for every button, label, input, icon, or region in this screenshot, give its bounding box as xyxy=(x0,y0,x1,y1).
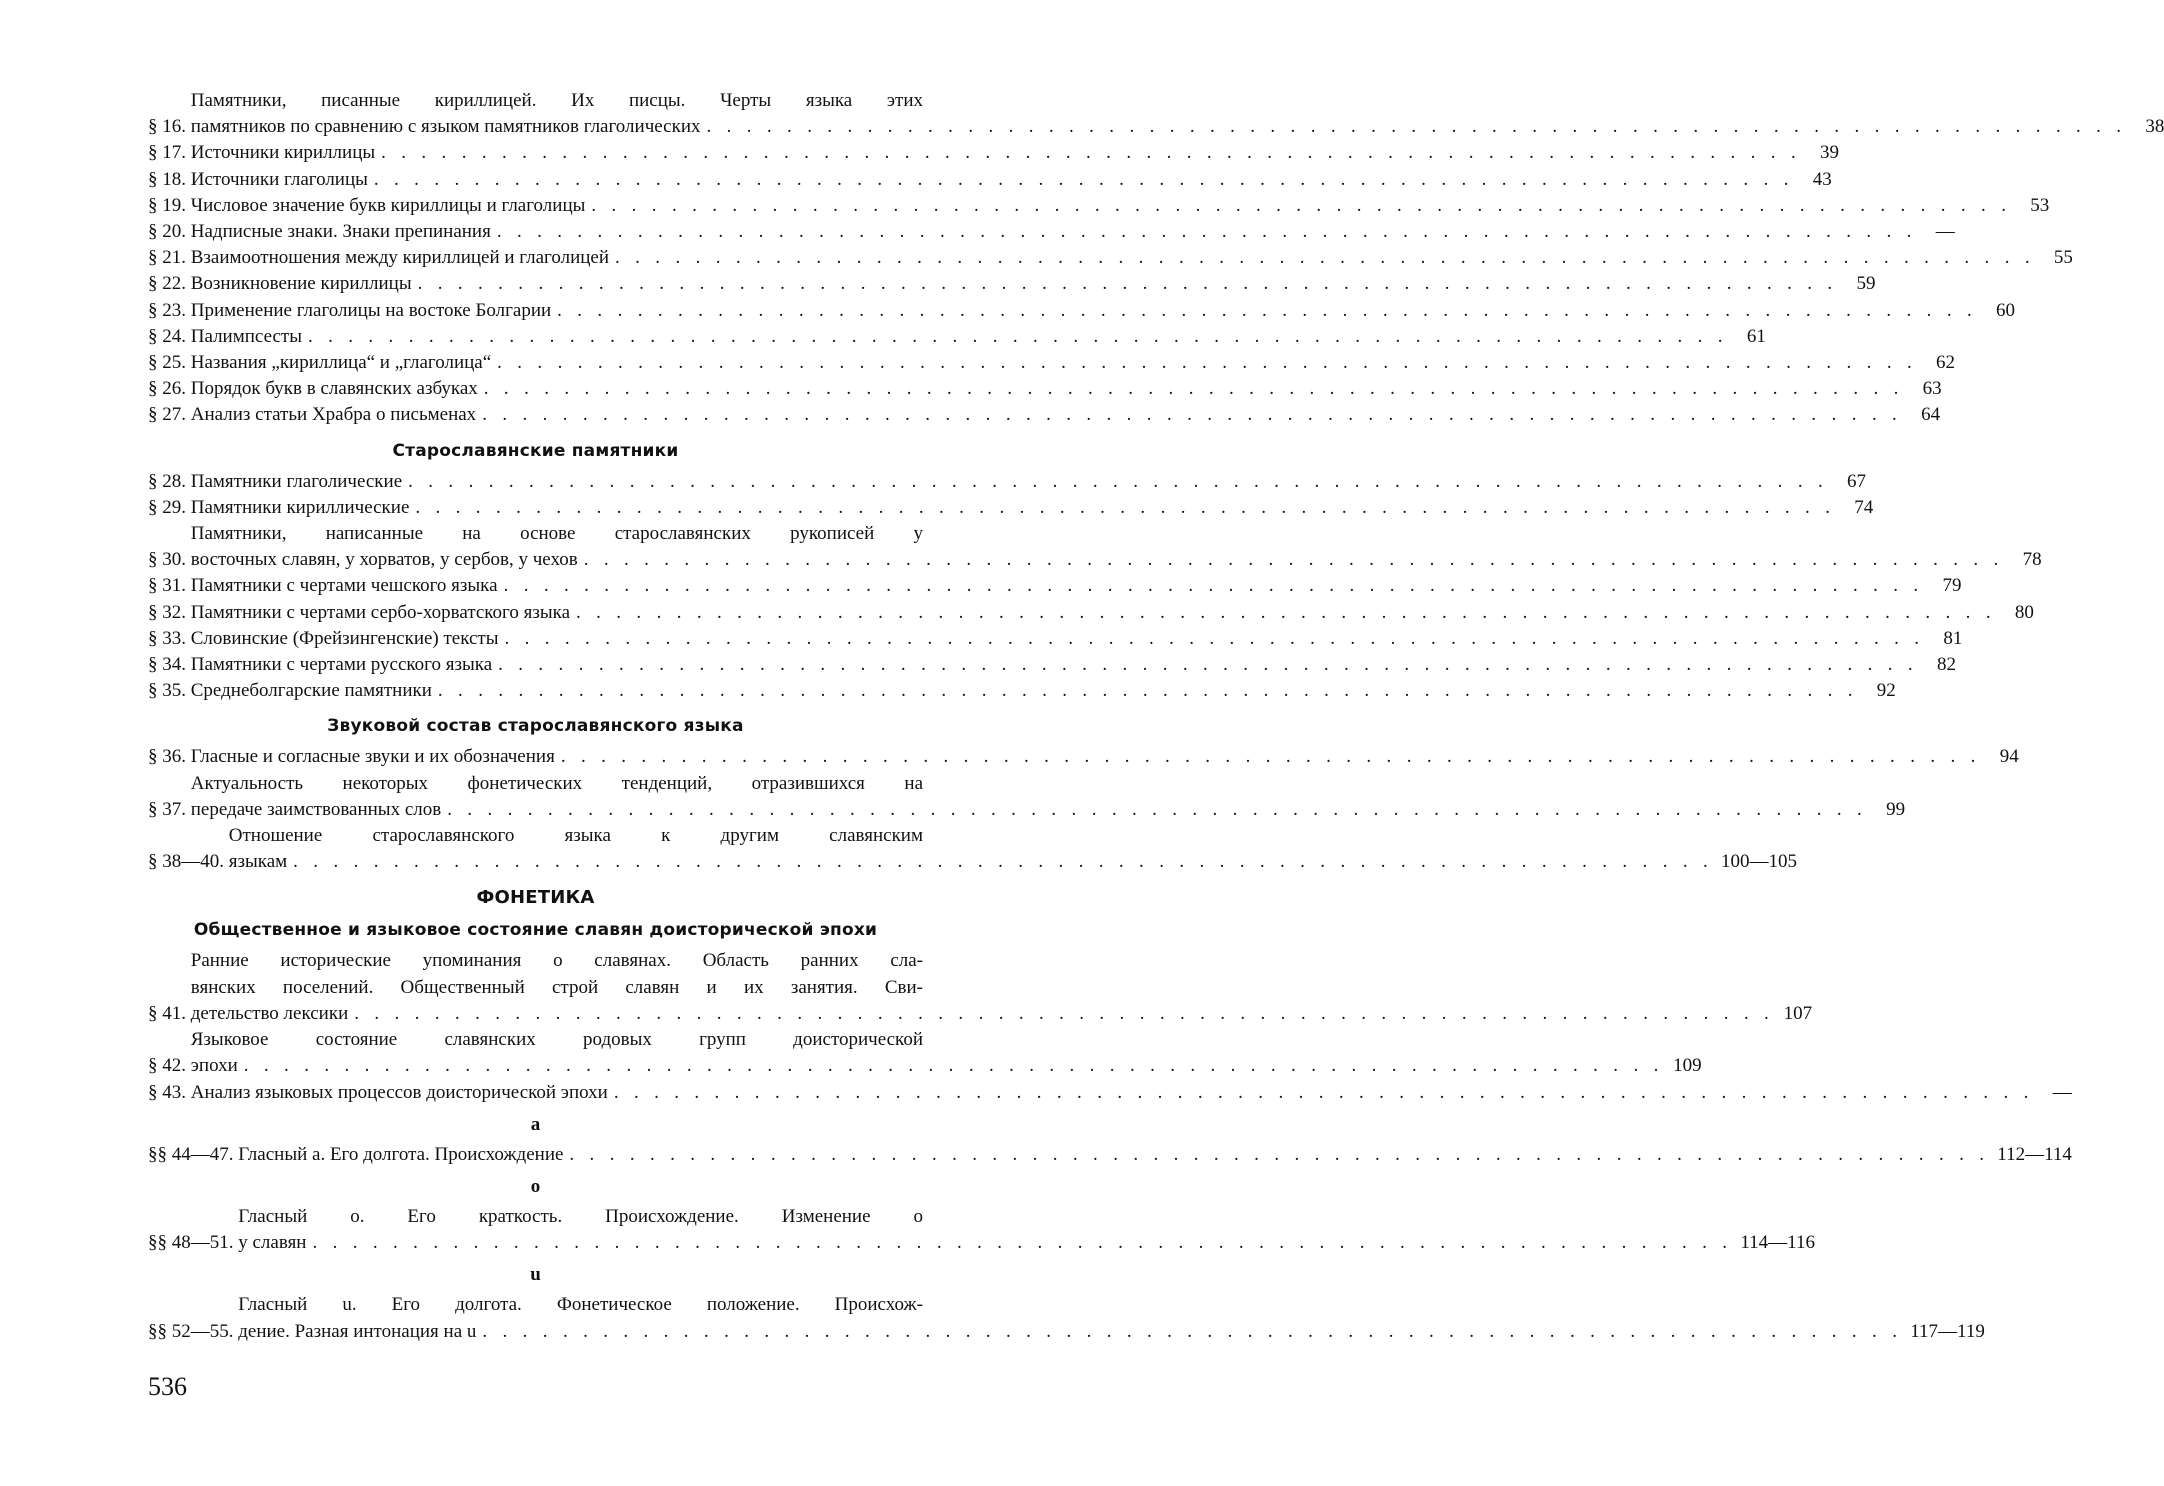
toc-entry xyxy=(148,771,1906,823)
entry-title: Словинские (Фрейзингенские) тексты xyxy=(190,627,499,649)
toc-entry xyxy=(148,823,1798,875)
section-number: § 25. xyxy=(148,352,191,374)
entry-title: у славян xyxy=(238,1232,307,1254)
section-number: § 34. xyxy=(148,654,191,676)
section-number: § 31. xyxy=(148,575,191,597)
leader-dots: . . . . . . . . . . . . . . . . . . . . . . . . . . . . . . . . . . . . . . . . . . . . . . . . . . . . . . . . . . . . . . . . . . . . . . . xyxy=(497,352,1918,374)
entry-title: детельство лексики xyxy=(190,1002,349,1024)
entry-title: Памятники с чертами чешского языка xyxy=(190,575,498,597)
entry-title: Памятники глаголические xyxy=(190,470,403,492)
entry-body xyxy=(238,1292,1985,1344)
entry-line xyxy=(238,1319,1985,1345)
page-ref: 53 xyxy=(2030,194,2050,216)
page-ref: 67 xyxy=(1847,470,1867,492)
leader-dots: . . . . . . . . . . . . . . . . . . . . . . . . . . . . . . . . . . . . . . . . . . . . . . . . . . . . . . . . . . . . . . . . . . . . . . . xyxy=(569,1143,1990,1165)
section-number: § 27. xyxy=(148,404,191,426)
entry-line xyxy=(190,547,2042,573)
toc-entry xyxy=(148,88,2164,140)
page-ref: 38 xyxy=(2145,116,2164,138)
section-number: § 20. xyxy=(148,221,191,243)
toc-entry xyxy=(148,1027,1702,1079)
entry-body xyxy=(190,744,2019,770)
section-number: § 37. xyxy=(148,798,191,820)
toc-entry xyxy=(148,626,1963,652)
section-number: § 32. xyxy=(148,601,191,623)
page-ref: 81 xyxy=(1943,627,1963,649)
entry-line xyxy=(190,652,1956,678)
entry-title: Названия „кириллица“ и „глаголица“ xyxy=(190,352,492,374)
toc-entry xyxy=(148,376,1942,402)
section-number: § 29. xyxy=(148,496,191,518)
entry-line xyxy=(190,1080,2072,1106)
entry-line xyxy=(190,1001,1813,1027)
entry-title: Взаимоотношения между кириллицей и глаголицей xyxy=(190,247,610,269)
toc-entry xyxy=(148,271,1876,297)
toc-entry xyxy=(148,324,1766,350)
entry-title: Гласный а. Его долгота. Происхождение xyxy=(238,1143,564,1165)
entry-title: Гласный u. Его долгота. Фонетическое положение. Происхож- xyxy=(238,1294,923,1316)
entry-line xyxy=(190,114,2164,140)
toc-entry xyxy=(148,1204,1815,1256)
entry-body xyxy=(190,469,1867,495)
entry-body xyxy=(190,1080,2072,1106)
entry-title: восточных славян, у хорватов, у сербов, у чехов xyxy=(190,549,578,571)
entry-body xyxy=(190,626,1963,652)
leader-dots: . . . . . . . . . . . . . . . . . . . . . . . . . . . . . . . . . . . . . . . . . . . . . . . . . . . . . . . . . . . . . . . . . . . . . . . xyxy=(381,142,1802,164)
leader-dots: . . . . . . . . . . . . . . . . . . . . . . . . . . . . . . . . . . . . . . . . . . . . . . . . . . . . . . . . . . . . . . . . . . . . . . . xyxy=(437,680,1858,702)
toc-entry xyxy=(148,495,1874,521)
part-title: ФОНЕТИКА xyxy=(476,887,595,909)
leader-dots: . . . . . . . . . . . . . . . . . . . . . . . . . . . . . . . . . . . . . . . . . . . . . . . . . . . . . . . . . . . . . . . . . . . . . . . xyxy=(483,378,1904,400)
section-heading: Звуковой состав старославянского языка xyxy=(327,716,744,737)
section-number: § 41. xyxy=(148,1002,191,1024)
entry-line xyxy=(191,948,923,974)
entry-body xyxy=(190,495,1874,521)
toc-entry xyxy=(148,948,1813,1027)
entry-title: Языковое состояние славянских родовых групп доисторической xyxy=(190,1029,923,1051)
entry-line xyxy=(190,219,1955,245)
entry-title: Палимпсесты xyxy=(190,325,302,347)
page-ref: 117—119 xyxy=(1910,1320,1985,1342)
toc-entry xyxy=(148,1080,2072,1106)
leader-dots: . . . . . . . . . . . . . . . . . . . . . . . . . . . . . . . . . . . . . . . . . . . . . . . . . . . . . . . . . . . . . . . . . . . . . . . xyxy=(557,299,1978,321)
leader-dots: . . . . . . . . . . . . . . . . . . . . . . . . . . . . . . . . . . . . . . . . . . . . . . . . . . . . . . . . . . . . . . . . . . . . . . . xyxy=(576,601,1996,623)
leader-dots: . . . . . . . . . . . . . . . . . . . . . . . . . . . . . . . . . . . . . . . . . . . . . . . . . . . . . . . . . . . . . . . . . . . . . . . xyxy=(591,194,2012,216)
entry-title: Среднеболгарские памятники xyxy=(190,680,432,702)
leader-dots: . . . . . . . . . . . . . . . . . . . . . . . . . . . . . . . . . . . . . . . . . . . . . . . . . . . . . . . . . . . . . . . . . . . . . . . xyxy=(415,496,1836,518)
entry-body xyxy=(190,402,1941,428)
leader-dots: . . . . . . . . . . . . . . . . . . . . . . . . . . . . . . . . . . . . . . . . . . . . . . . . . . . . . . . . . . . . . . . . . . . . . . . xyxy=(498,654,1918,676)
entry-body xyxy=(190,324,1766,350)
section-number: § 26. xyxy=(148,378,191,400)
section-number: § 19. xyxy=(148,194,191,216)
entry-title: Памятники, написанные на основе старославянских рукописей у xyxy=(190,523,923,545)
entry-line xyxy=(229,823,923,849)
section-number: § 24. xyxy=(148,325,191,347)
page-ref: 99 xyxy=(1886,798,1906,820)
entry-line xyxy=(190,1053,1702,1079)
page-number: 536 xyxy=(148,1372,187,1401)
entry-title: Гласный о. Его краткость. Происхождение. Изменение о xyxy=(238,1205,923,1227)
toc-entry xyxy=(148,469,1867,495)
leader-dots: . . . . . . . . . . . . . . . . . . . . . . . . . . . . . . . . . . . . . . . . . . . . . . . . . . . . . . . . . . . . . . . . . . . . . . . xyxy=(354,1002,1775,1024)
entry-title: Памятники кириллические xyxy=(190,496,410,518)
entry-title: Памятники, писанные кириллицей. Их писцы. Черты языка этих xyxy=(190,90,923,111)
entry-title: вянских поселений. Общественный строй славян и их занятия. Сви- xyxy=(190,976,923,998)
section-number: § 36. xyxy=(148,746,191,768)
leader-dots: . . . . . . . . . . . . . . . . . . . . . . . . . . . . . . . . . . . . . . . . . . . . . . . . . . . . . . . . . . . . . . . . . . . . . . . xyxy=(504,627,1925,649)
entry-body xyxy=(190,88,2164,140)
section-number: §§ 48—51. xyxy=(148,1232,239,1254)
leader-dots: . . . . . . . . . . . . . . . . . . . . . . . . . . . . . . . . . . . . . . . . . . . . . . . . . . . . . . . . . . . . . . . . . . . . . . . xyxy=(613,1081,2034,1103)
entry-title: Гласные и согласные звуки и их обозначения xyxy=(190,746,555,768)
entry-title: Источники кириллицы xyxy=(190,142,376,164)
letter-heading: а xyxy=(530,1113,541,1135)
toc-entry xyxy=(148,652,1956,678)
section-number: § 22. xyxy=(148,273,191,295)
section-number: § 23. xyxy=(148,299,191,321)
section-number: §§ 52—55. xyxy=(148,1320,239,1342)
leader-dots: . . . . . . . . . . . . . . . . . . . . . . . . . . . . . . . . . . . . . . . . . . . . . . . . . . . . . . . . . . . . . . . . . . . . . . . xyxy=(496,221,1917,243)
leader-dots: . . . . . . . . . . . . . . . . . . . . . . . . . . . . . . . . . . . . . . . . . . . . . . . . . . . . . . . . . . . . . . . . . . . . . . . xyxy=(373,168,1794,190)
section-number: § 17. xyxy=(148,142,191,164)
toc-entry xyxy=(148,219,1955,245)
entry-line xyxy=(190,678,1896,704)
entry-title: Порядок букв в славянских азбуках xyxy=(190,378,478,400)
toc-entry xyxy=(148,1292,1985,1344)
entry-body xyxy=(190,573,1962,599)
page-ref: — xyxy=(1935,221,1955,243)
entry-body xyxy=(190,376,1942,402)
leader-dots: . . . . . . . . . . . . . . . . . . . . . . . . . . . . . . . . . . . . . . . . . . . . . . . . . . . . . . . . . . . . . . . . . . . . . . . xyxy=(312,1232,1733,1254)
entry-line xyxy=(190,600,2034,626)
leader-dots: . . . . . . . . . . . . . . . . . . . . . . . . . . . . . . . . . . . . . . . . . . . . . . . . . . . . . . . . . . . . . . . . . . . . . . . xyxy=(706,116,2127,138)
page-ref: 107 xyxy=(1783,1002,1813,1024)
toc-entry xyxy=(148,600,2034,626)
leader-dots: . . . . . . . . . . . . . . . . . . . . . . . . . . . . . . . . . . . . . . . . . . . . . . . . . . . . . . . . . . . . . . . . . . . . . . . xyxy=(482,1320,1903,1342)
letter-heading: о xyxy=(530,1175,541,1197)
entry-body xyxy=(190,678,1896,704)
page-ref: 59 xyxy=(1856,273,1876,295)
entry-title: памятников по сравнению с языком памятников глаголических xyxy=(190,116,701,138)
entry-line xyxy=(190,167,1832,193)
entry-title: Надписные знаки. Знаки препинания xyxy=(190,221,491,243)
entry-line xyxy=(190,626,1963,652)
entry-title: эпохи xyxy=(190,1055,238,1077)
page-ref: 109 xyxy=(1673,1055,1702,1077)
entry-line xyxy=(190,797,1906,823)
entry-body xyxy=(190,193,2050,219)
entry-line xyxy=(190,495,1874,521)
leader-dots: . . . . . . . . . . . . . . . . . . . . . . . . . . . . . . . . . . . . . . . . . . . . . . . . . . . . . . . . . . . . . . . . . . . . . . . xyxy=(447,798,1868,820)
page-ref: 62 xyxy=(1936,352,1956,374)
leader-dots: . . . . . . . . . . . . . . . . . . . . . . . . . . . . . . . . . . . . . . . . . . . . . . . . . . . . . . . . . . . . . . . . . . . . . . . xyxy=(417,273,1838,295)
page-ref: 78 xyxy=(2022,549,2042,571)
entry-line xyxy=(190,245,2073,271)
entry-line xyxy=(238,1292,923,1318)
entry-body xyxy=(190,140,1840,166)
toc-entry xyxy=(148,521,2042,573)
entry-line xyxy=(190,298,2016,324)
leader-dots: . . . . . . . . . . . . . . . . . . . . . . . . . . . . . . . . . . . . . . . . . . . . . . . . . . . . . . . . . . . . . . . . . . . . . . . xyxy=(243,1055,1664,1077)
entry-line xyxy=(190,324,1766,350)
entry-line xyxy=(190,402,1941,428)
page-ref: 80 xyxy=(2014,601,2034,623)
toc-entry xyxy=(148,402,1941,428)
page-ref: 92 xyxy=(1876,680,1896,702)
section-number: §§ 44—47. xyxy=(148,1143,239,1165)
entry-title: Анализ статьи Храбра о письменах xyxy=(190,404,477,426)
leader-dots: . . . . . . . . . . . . . . . . . . . . . . . . . . . . . . . . . . . . . . . . . . . . . . . . . . . . . . . . . . . . . . . . . . . . . . . xyxy=(615,247,2035,269)
section-number: § 16. xyxy=(148,116,191,138)
page-ref: 79 xyxy=(1942,575,1962,597)
entry-line xyxy=(191,771,923,797)
entry-line xyxy=(190,350,1956,376)
section-heading: Общественное и языковое состояние славян доисторической эпохи xyxy=(193,920,878,941)
table-of-contents xyxy=(148,88,2164,1345)
entry-title: Применение глаголицы на востоке Болгарии xyxy=(190,299,552,321)
page-ref: 100—105 xyxy=(1721,851,1798,873)
entry-line xyxy=(190,193,2050,219)
entry-body xyxy=(190,350,1956,376)
leader-dots: . . . . . . . . . . . . . . . . . . . . . . . . . . . . . . . . . . . . . . . . . . . . . . . . . . . . . . . . . . . . . . . . . . . . . . . xyxy=(293,851,1714,873)
entry-title: Памятники с чертами русского языка xyxy=(190,654,493,676)
toc-entry xyxy=(148,167,1832,193)
toc-entry xyxy=(148,193,2050,219)
entry-body xyxy=(190,245,2073,271)
entry-line xyxy=(191,88,923,114)
entry-body xyxy=(190,521,2042,573)
entry-line xyxy=(228,849,1798,875)
entry-line xyxy=(190,744,2019,770)
section-number: § 35. xyxy=(148,680,191,702)
page-ref: 43 xyxy=(1812,168,1832,190)
entry-body xyxy=(238,1142,2072,1168)
section-number: § 21. xyxy=(148,247,191,269)
leader-dots: . . . . . . . . . . . . . . . . . . . . . . . . . . . . . . . . . . . . . . . . . . . . . . . . . . . . . . . . . . . . . . . . . . . . . . . xyxy=(560,746,1981,768)
entry-title: передаче заимствованных слов xyxy=(190,798,442,820)
entry-line xyxy=(238,1230,1815,1256)
entry-line xyxy=(191,975,923,1001)
letter-heading: u xyxy=(530,1264,541,1286)
toc-entry xyxy=(148,140,1840,166)
page-ref: 39 xyxy=(1820,142,1840,164)
section-number: § 30. xyxy=(148,549,191,571)
page-ref: 60 xyxy=(1996,299,2016,321)
entry-body xyxy=(238,1204,1815,1256)
page-ref: 63 xyxy=(1922,378,1942,400)
entry-title: дение. Разная интонация на u xyxy=(238,1320,477,1342)
toc-entry xyxy=(148,678,1896,704)
leader-dots: . . . . . . . . . . . . . . . . . . . . . . . . . . . . . . . . . . . . . . . . . . . . . . . . . . . . . . . . . . . . . . . . . . . . . . . xyxy=(503,575,1924,597)
toc-entry xyxy=(148,1142,2072,1168)
entry-title: языкам xyxy=(228,851,288,873)
entry-line xyxy=(190,469,1867,495)
toc-entry xyxy=(148,298,2016,324)
page-ref: 61 xyxy=(1746,325,1766,347)
entry-body xyxy=(190,771,1906,823)
entry-title: Возникновение кириллицы xyxy=(190,273,412,295)
toc-entry xyxy=(148,573,1962,599)
leader-dots: . . . . . . . . . . . . . . . . . . . . . . . . . . . . . . . . . . . . . . . . . . . . . . . . . . . . . . . . . . . . . . . . . . . . . . . xyxy=(308,325,1728,347)
section-number: § 28. xyxy=(148,470,191,492)
entry-body xyxy=(190,948,1813,1027)
entry-body xyxy=(190,219,1955,245)
section-heading: Старославянские памятники xyxy=(392,440,679,461)
section-number: § 42. xyxy=(148,1055,191,1077)
entry-line xyxy=(238,1204,923,1230)
entry-title: Актуальность некоторых фонетических тенденций, отразившихся на xyxy=(190,772,923,794)
entry-line xyxy=(190,573,1962,599)
entry-title: Источники глаголицы xyxy=(190,168,368,190)
section-number: § 38—40. xyxy=(148,851,229,873)
entry-title: Отношение старославянского языка к другим славянским xyxy=(228,825,923,847)
section-number: § 18. xyxy=(148,168,191,190)
entry-line xyxy=(191,521,923,547)
page-ref: 94 xyxy=(1999,746,2019,768)
entry-line xyxy=(238,1142,2072,1168)
entry-body xyxy=(190,652,1956,678)
leader-dots: . . . . . . . . . . . . . . . . . . . . . . . . . . . . . . . . . . . . . . . . . . . . . . . . . . . . . . . . . . . . . . . . . . . . . . . xyxy=(482,404,1903,426)
section-number: § 33. xyxy=(148,627,191,649)
page-ref: 74 xyxy=(1854,496,1874,518)
page-ref: 64 xyxy=(1921,404,1941,426)
entry-body xyxy=(190,298,2016,324)
page-ref: 114—116 xyxy=(1740,1232,1815,1254)
entry-body xyxy=(190,1027,1702,1079)
section-number: § 43. xyxy=(148,1081,191,1103)
entry-title: Памятники с чертами сербо-хорватского языка xyxy=(190,601,571,623)
toc-entry xyxy=(148,744,2019,770)
toc-entry xyxy=(148,245,2073,271)
entry-line xyxy=(190,140,1840,166)
page-ref: 82 xyxy=(1937,654,1956,676)
entry-body xyxy=(228,823,1798,875)
page-ref: — xyxy=(2052,1081,2072,1103)
entry-line xyxy=(190,376,1942,402)
leader-dots: . . . . . . . . . . . . . . . . . . . . . . . . . . . . . . . . . . . . . . . . . . . . . . . . . . . . . . . . . . . . . . . . . . . . . . . xyxy=(583,549,2004,571)
page-ref: 112—114 xyxy=(1997,1143,2072,1165)
entry-title: Ранние исторические упоминания о славянах. Область ранних сла- xyxy=(190,950,923,972)
entry-body xyxy=(190,271,1876,297)
entry-title: Анализ языковых процессов доисторической эпохи xyxy=(190,1081,608,1103)
entry-body xyxy=(190,600,2034,626)
toc-entry xyxy=(148,350,1956,376)
leader-dots: . . . . . . . . . . . . . . . . . . . . . . . . . . . . . . . . . . . . . . . . . . . . . . . . . . . . . . . . . . . . . . . . . . . . . . . xyxy=(408,470,1829,492)
entry-line xyxy=(191,1027,923,1053)
entry-line xyxy=(190,271,1876,297)
entry-title: Числовое значение букв кириллицы и глаголицы xyxy=(190,194,586,216)
page-ref: 55 xyxy=(2053,247,2073,269)
entry-body xyxy=(190,167,1832,193)
